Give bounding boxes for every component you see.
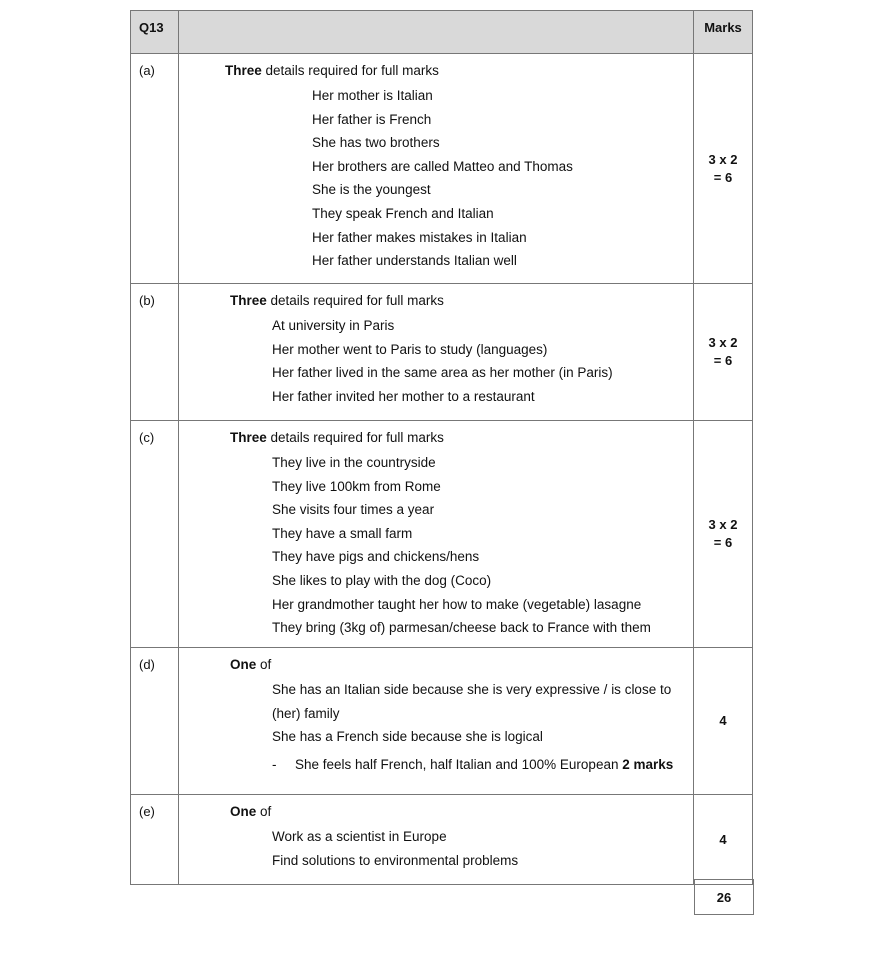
answer-item: She likes to play with the dog (Coco) [272, 572, 492, 588]
answer-item: Work as a scientist in Europe [272, 829, 447, 844]
answer-cell [179, 648, 694, 795]
answer-item: Her grandmother taught her how to make (vegetable) lasagne [272, 596, 642, 612]
answer-item: They speak French and Italian [312, 205, 494, 221]
instruction: Three details required for full marks [230, 430, 444, 445]
instruction: One of [230, 804, 272, 819]
bonus-answer-text: She feels half French, half Italian and 100% European 2 marks [295, 756, 674, 772]
bonus-answer [230, 757, 693, 772]
answer-item: She has a French side because she is logical [272, 729, 543, 745]
marks-cell: 4 [694, 648, 753, 795]
row-d [131, 648, 753, 795]
marks-header: Marks [694, 11, 753, 54]
instruction: Three details required for full marks [225, 63, 439, 78]
answer-cell [179, 54, 694, 284]
row-a [131, 54, 753, 284]
answer-item: She has two brothers [312, 135, 440, 151]
answer-item: Her father makes mistakes in Italian [312, 229, 527, 245]
answer-item: Her father lived in the same area as her mother (in Paris) [272, 365, 613, 381]
answer-item: She is the youngest [312, 182, 431, 198]
answer-item: Her brothers are called Matteo and Thomas [312, 158, 573, 174]
answer-item: They live in the countryside [272, 455, 436, 470]
header-blank-cell [179, 11, 694, 54]
answer-item: They have a small farm [272, 525, 413, 541]
marks-cell: 3 x 2 = 6 [694, 421, 753, 648]
row-b [131, 284, 753, 421]
part-label: (b) [131, 284, 179, 421]
answer-item: Find solutions to environmental problems [272, 852, 519, 868]
dash-bullet: - [272, 756, 277, 772]
row-c [131, 421, 753, 648]
part-label: (c) [131, 421, 179, 648]
answer-item: Her father understands Italian well [312, 253, 517, 269]
answer-item: Her mother went to Paris to study (languages) [272, 341, 548, 357]
total-marks: 26 [694, 879, 754, 915]
mark-scheme-table [130, 10, 753, 885]
answer-item: Her mother is Italian [312, 88, 433, 103]
marks-cell: 4 [694, 795, 753, 885]
marks-cell: 3 x 2 = 6 [694, 284, 753, 421]
answer-item: They bring (3kg of) parmesan/cheese back to France with them [272, 620, 651, 636]
part-label: (d) [131, 648, 179, 795]
header-row [131, 11, 753, 54]
marks-cell: 3 x 2 = 6 [694, 54, 753, 284]
answer-item: Her father invited her mother to a restaurant [272, 388, 535, 404]
answer-cell [179, 284, 694, 421]
answer-cell [179, 421, 694, 648]
question-number: Q13 [131, 11, 179, 54]
row-e [131, 795, 753, 885]
part-label: (e) [131, 795, 179, 885]
part-label: (a) [131, 54, 179, 284]
answer-cell [179, 795, 694, 885]
answer-item: At university in Paris [272, 318, 395, 333]
instruction: One of [230, 657, 272, 672]
answer-item: They live 100km from Rome [272, 478, 441, 494]
answer-item: Her father is French [312, 111, 432, 127]
answer-item: She visits four times a year [272, 502, 435, 518]
instruction: Three details required for full marks [230, 293, 444, 308]
answer-item: She has an Italian side because she is very expressive / is close to (her) family [272, 682, 672, 721]
answer-item: They have pigs and chickens/hens [272, 549, 480, 565]
